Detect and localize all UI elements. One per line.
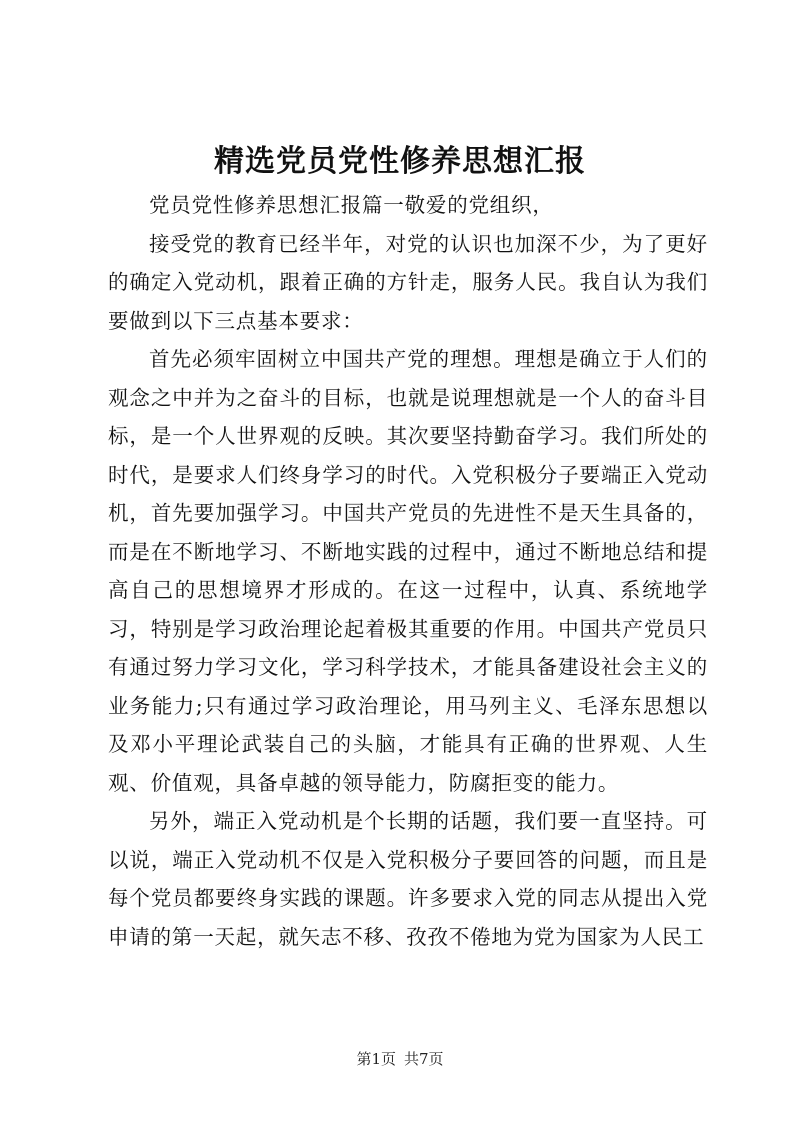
- paragraph-first-point: 首先必须牢固树立中国共产党的理想。理想是确立于人们的观念之中并为之奋斗的目标，也就是说理想就是一个人的奋斗目标，是一个人世界观的反映。其次要坚持勤奋学习。我们所处的时代，是要求人们终身学习的时代。入党积极分子要端正入党动机，首先要加强学习。中国共产党员的先进性不是天生具备的，而是在不断地学习、不断地实践的过程中，通过不断地总结和提高自己的思想境界才形成的。在这一过程中，认真、系统地学习，特别是学习政治理论起着极其重要的作用。中国共产党员只有通过努力学习文化，学习科学技术，才能具备建设社会主义的业务能力;只有通过学习政治理论，用马列主义、毛泽东思想以及邓小平理论武装自己的头脑，才能具有正确的世界观、人生观、价值观，具备卓越的领导能力，防腐拒变的能力。: [108, 347, 708, 795]
- page-total: 共7页: [404, 1050, 444, 1068]
- paragraph-salutation: 党员党性修养思想汇报篇一敬爱的党组织，: [149, 193, 554, 217]
- paragraph-second-point: 另外，端正入党动机是个长期的话题，我们要一直坚持。可以说，端正入党动机不仅是入党积极分子要回答的问题，而且是每个党员都要终身实践的课题。许多要求入党的同志从提出入党申请的第一天起，就矢志不移、孜孜不倦地为党为国家为人民工: [108, 809, 708, 949]
- paragraph-intro: 接受党的教育已经半年，对党的认识也加深不少，为了更好的确定入党动机，跟着正确的方针走，服务人民。我自认为我们要做到以下三点基本要求：: [108, 231, 708, 333]
- page-number: 第1页: [356, 1050, 396, 1068]
- page-footer: [0, 1048, 800, 1070]
- document-title: 精选党员党性修养思想汇报: [214, 144, 586, 179]
- document-body: [108, 186, 708, 956]
